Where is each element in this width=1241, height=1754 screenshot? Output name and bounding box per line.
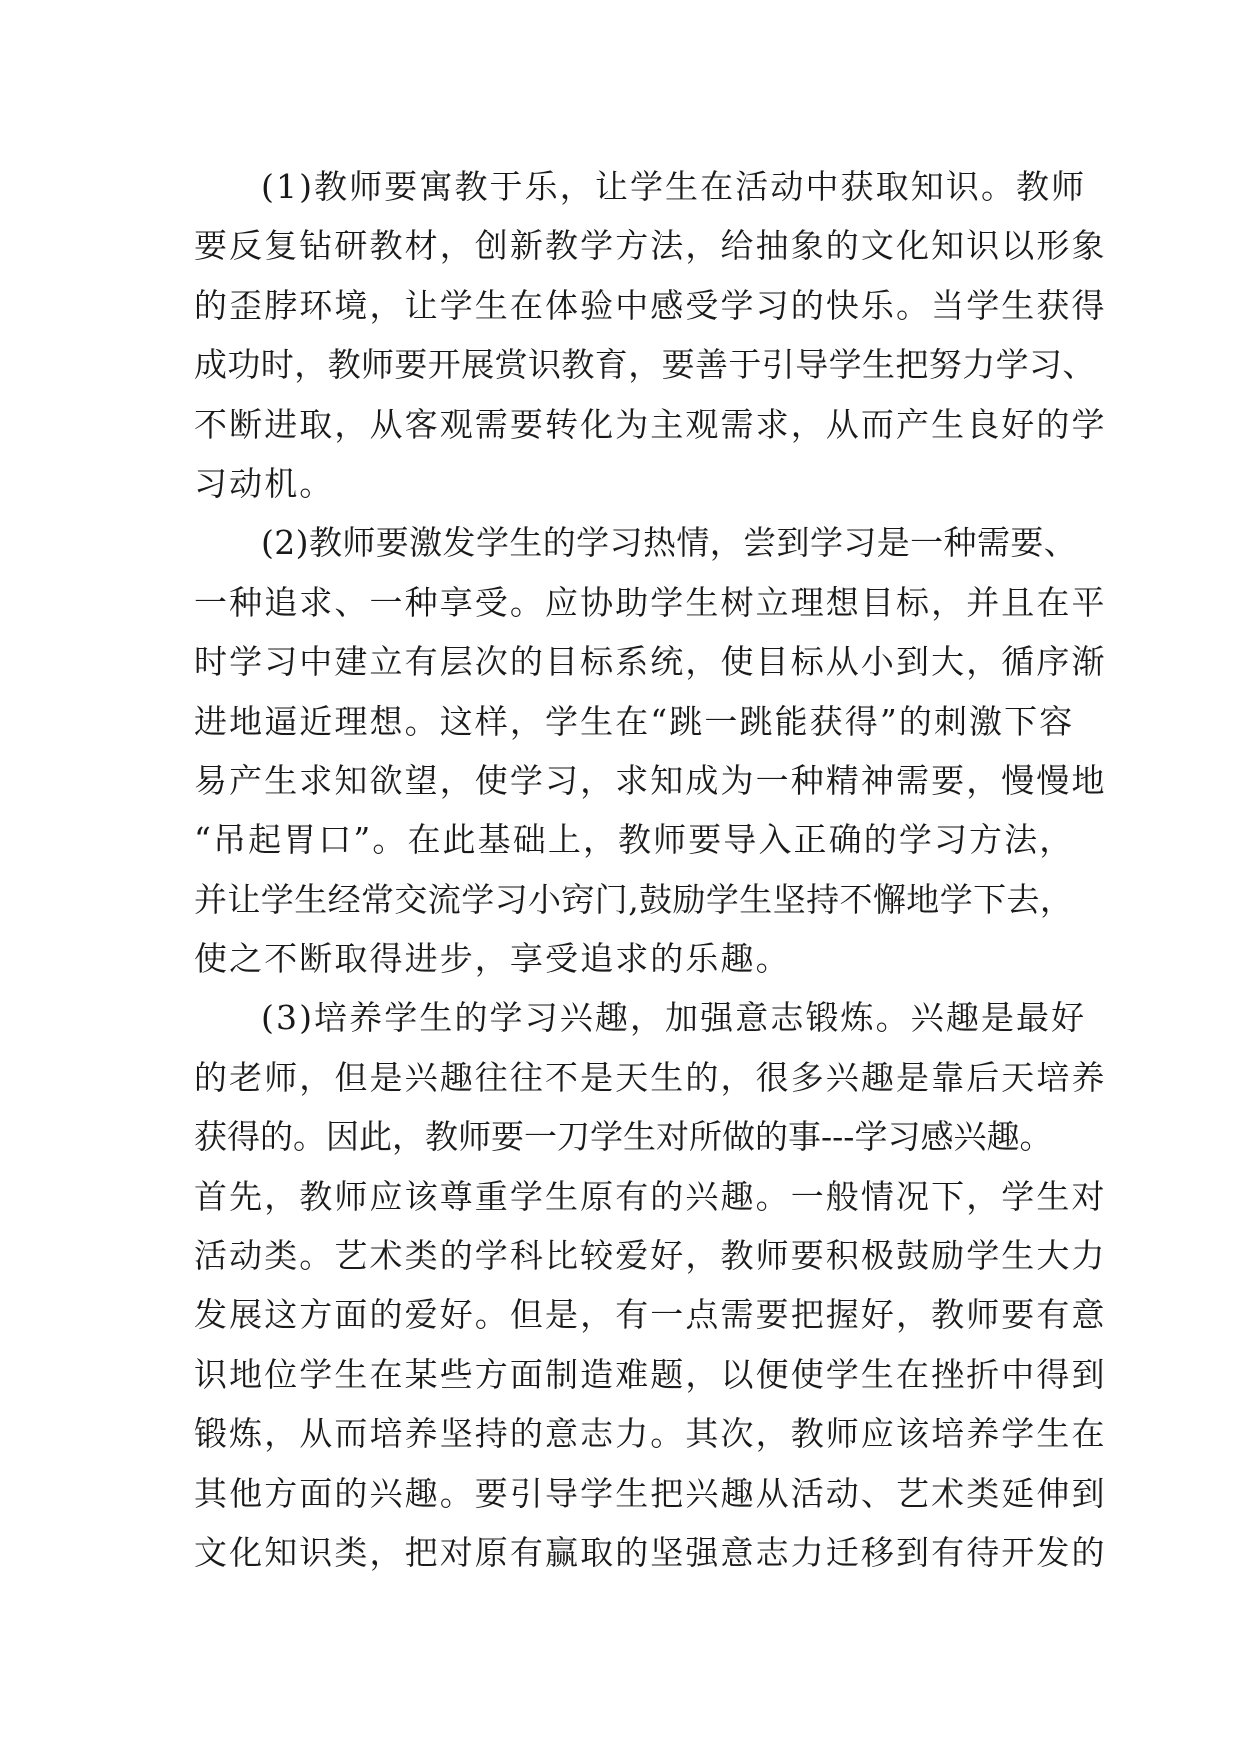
document-body (194, 157, 1107, 1582)
text-line: 发展这方面的爱好。但是，有一点需要把握好，教师要有意 (194, 1295, 1107, 1335)
text-line: (2)教师要激发学生的学习热情，尝到学习是一种需要、 (261, 523, 1078, 563)
text-line: 首先，教师应该尊重学生原有的兴趣。一般情况下，学生对 (194, 1176, 1107, 1216)
text-line: 锻炼，从而培养坚持的意志力。其次，教师应该培养学生在 (194, 1414, 1107, 1454)
text-line: 的歪脖环境，让学生在体验中感受学习的快乐。当学生获得 (194, 285, 1107, 325)
paragraph-2 (194, 513, 1107, 988)
text-line: 获得的。因此，教师要一刀学生对所做的事---学习感兴趣。 (194, 1117, 1053, 1157)
text-line: 时学习中建立有层次的目标系统，使目标从小到大，循序渐 (194, 642, 1107, 682)
text-line: 习动机。 (194, 463, 335, 503)
text-line: 易产生求知欲望，使学习，求知成为一种精神需要，慢慢地 (194, 760, 1107, 800)
text-line: 活动类。艺术类的学科比较爱好，教师要积极鼓励学生大力 (194, 1236, 1107, 1276)
text-line: 成功时，教师要开展赏识教育，要善于引导学生把努力学习、 (194, 345, 1096, 385)
text-line: 要反复钻研教材，创新教学方法，给抽象的文化知识以形象 (194, 226, 1107, 266)
text-line: “吊起胃口”。在此基础上，教师要导入正确的学习方法， (194, 820, 1075, 860)
text-line: (1)教师要寓教于乐，让学生在活动中获取知识。教师 (261, 167, 1087, 206)
text-line: 的老师，但是兴趣往往不是天生的，很多兴趣是靠后天培养 (194, 1057, 1107, 1097)
text-line: 并让学生经常交流学习小窍门,鼓励学生坚持不懈地学下去， (194, 879, 1074, 919)
paragraph-1 (194, 157, 1107, 513)
text-line: 使之不断取得进步，享受追求的乐趣。 (194, 939, 791, 979)
text-line: 其他方面的兴趣。要引导学生把兴趣从活动、艺术类延伸到 (194, 1473, 1107, 1513)
text-line: 进地逼近理想。这样，学生在“跳一跳能获得”的刺激下容 (194, 701, 1075, 741)
text-line: 文化知识类，把对原有赢取的坚强意志力迁移到有待开发的 (194, 1532, 1107, 1572)
paragraph-3 (194, 988, 1107, 1582)
text-line: 一种追求、一种享受。应协助学生树立理想目标，并且在平 (194, 582, 1107, 622)
text-line: 识地位学生在某些方面制造难题，以便使学生在挫折中得到 (194, 1354, 1107, 1394)
text-line: (3)培养学生的学习兴趣，加强意志锻炼。兴趣是最好 (261, 998, 1087, 1038)
text-line: 不断进取，从客观需要转化为主观需求，从而产生良好的学 (194, 404, 1107, 444)
